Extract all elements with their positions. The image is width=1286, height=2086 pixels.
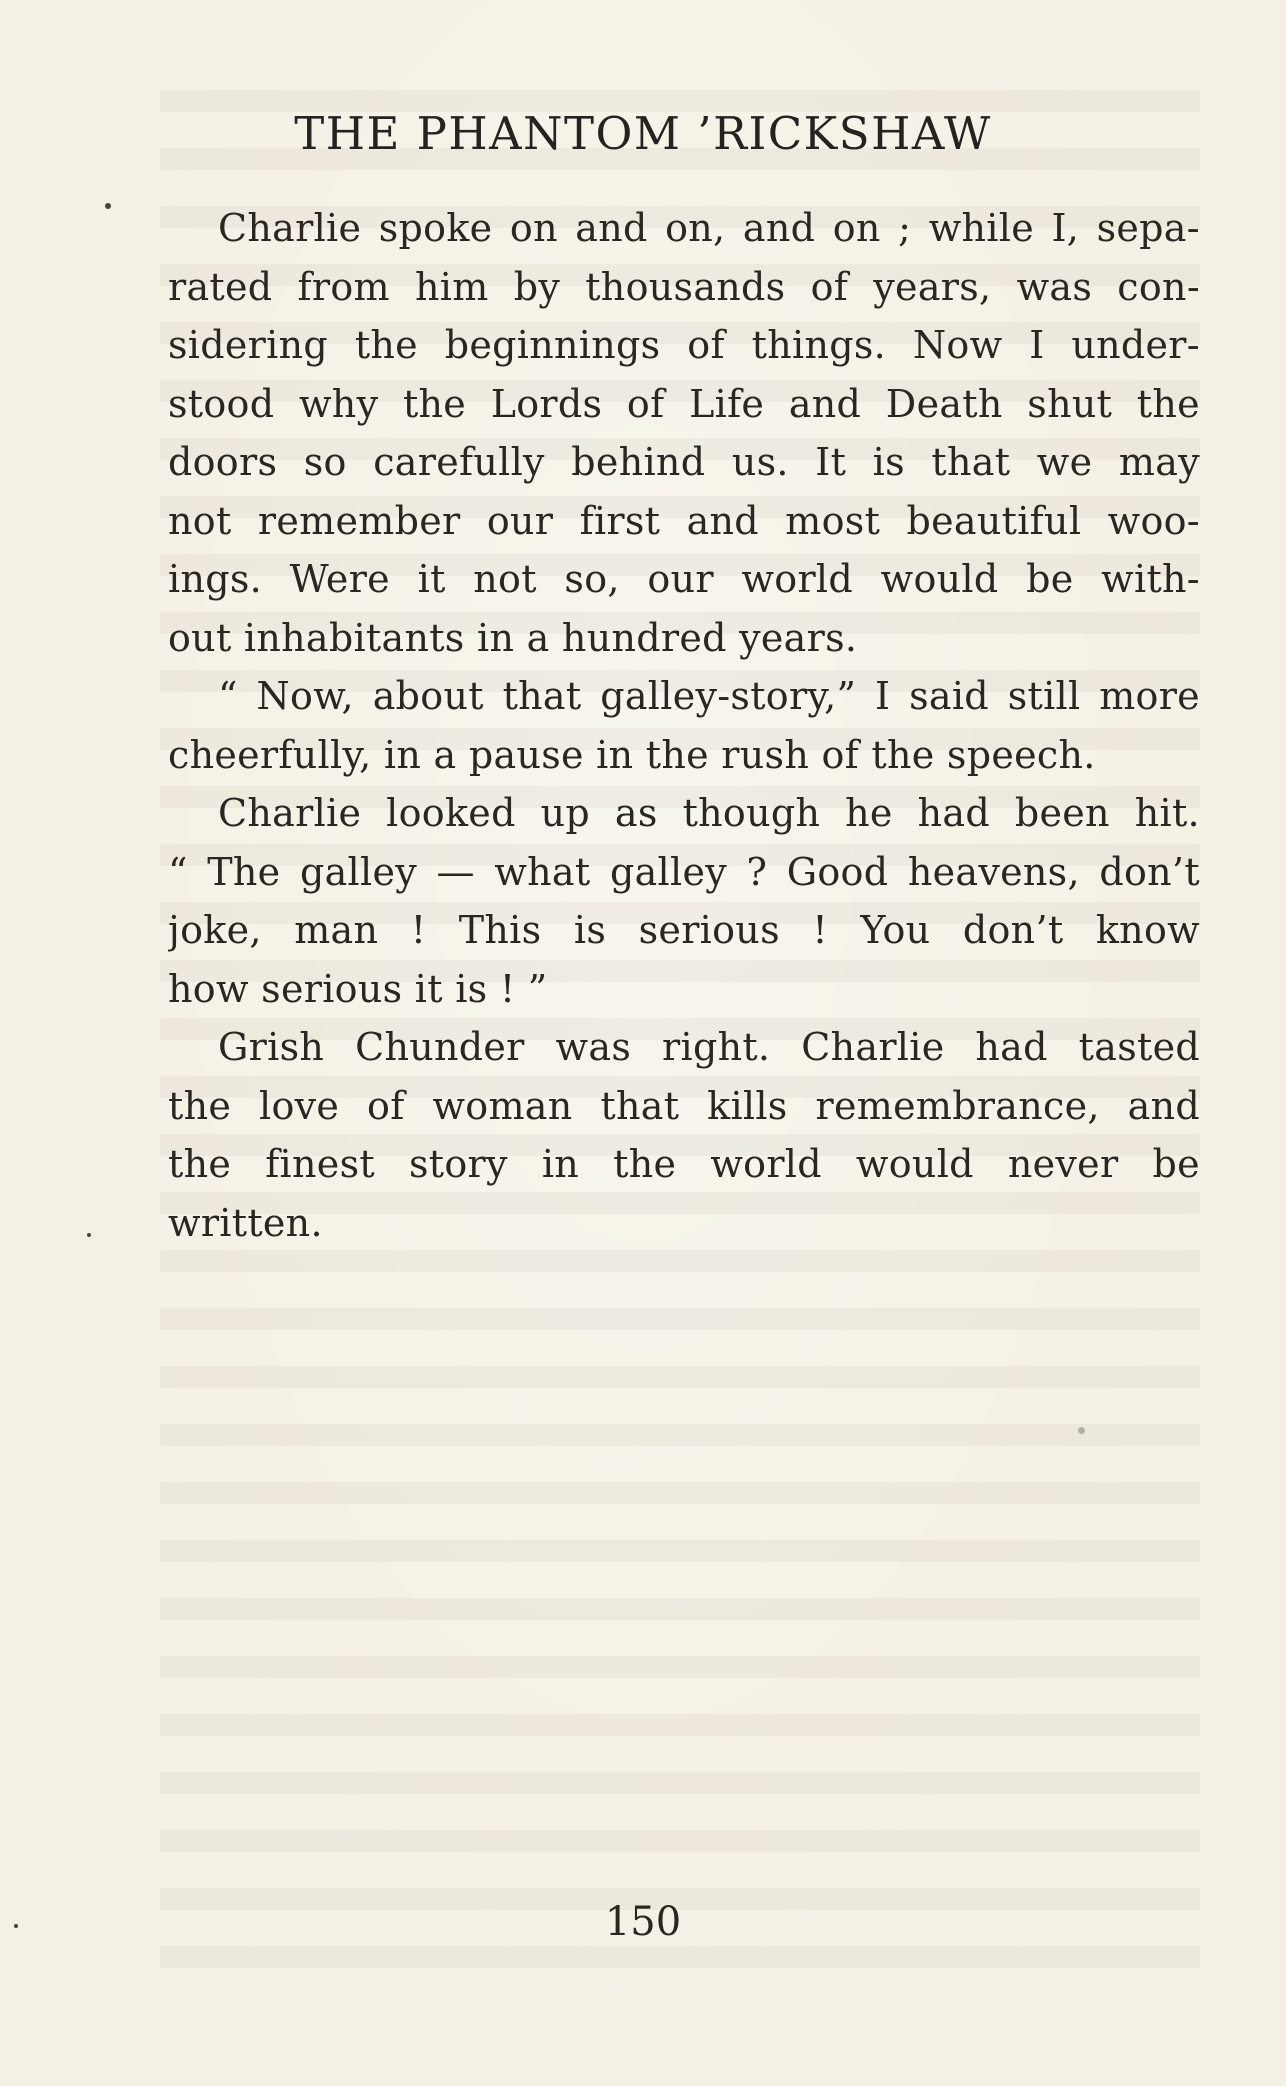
word: galley — [609, 849, 727, 894]
text-line — [168, 1018, 1200, 1077]
word: may — [1118, 440, 1200, 484]
text-line: out inhabitants in a hundred years. — [168, 615, 858, 660]
word: on, — [665, 206, 726, 250]
word: up — [540, 791, 591, 835]
word: still — [1007, 674, 1081, 718]
word: as — [614, 791, 658, 835]
word: in — [541, 1142, 580, 1186]
running-head: THE PHANTOM ’RICKSHAW — [294, 107, 992, 160]
word: the — [1136, 381, 1200, 426]
word: things. — [751, 323, 887, 367]
word: don’t — [962, 908, 1064, 952]
word: I — [1029, 323, 1045, 367]
text-line — [168, 258, 1200, 317]
word: is — [573, 908, 607, 952]
word: ings. — [168, 557, 263, 601]
word: ! — [812, 908, 828, 952]
word: that — [931, 440, 1011, 484]
word: sidering — [168, 323, 328, 367]
word: and — [575, 206, 648, 250]
word: the — [354, 323, 418, 367]
word: This — [458, 908, 542, 952]
word: ; — [898, 206, 912, 250]
page-number: 150 — [604, 1899, 682, 1945]
word: rated — [168, 264, 273, 309]
word: had — [917, 791, 990, 835]
word: most — [785, 498, 881, 543]
word: and — [788, 381, 862, 426]
text-line — [168, 1135, 1200, 1194]
word: we — [1036, 440, 1093, 484]
word: our — [647, 557, 714, 601]
word: — — [436, 849, 475, 894]
word: us. — [731, 440, 789, 484]
word: of — [687, 323, 725, 367]
word: had — [975, 1025, 1048, 1069]
word: Good — [786, 849, 889, 894]
word: kills — [707, 1083, 788, 1128]
word: so — [303, 440, 347, 484]
word: though — [682, 791, 821, 835]
word: Charlie — [218, 791, 362, 835]
word: carefully — [373, 440, 545, 484]
text-line — [168, 433, 1200, 492]
word: more — [1099, 674, 1200, 718]
word: Chunder — [355, 1025, 525, 1069]
word: You — [860, 908, 931, 952]
word: con- — [1117, 264, 1200, 309]
word: Death — [885, 381, 1003, 426]
word: “ — [218, 674, 238, 718]
word: under- — [1071, 323, 1200, 367]
word: beginnings — [444, 323, 661, 367]
word: been — [1014, 791, 1110, 835]
word: so, — [564, 557, 620, 601]
word: Lords — [490, 381, 603, 426]
word: thousands — [585, 264, 786, 309]
word: on — [832, 206, 881, 250]
word: doors — [168, 440, 278, 484]
word: our — [486, 498, 554, 543]
word: woo- — [1107, 498, 1200, 543]
word: the — [168, 1142, 232, 1186]
word: first — [579, 498, 661, 543]
word: the — [402, 381, 467, 426]
word: beautiful — [906, 498, 1082, 543]
word: tasted — [1078, 1025, 1200, 1069]
body-text — [168, 199, 1200, 1252]
word: Grish — [218, 1025, 325, 1069]
word: him — [415, 264, 489, 309]
word: about — [372, 674, 484, 718]
word: ! — [410, 908, 427, 952]
word: is — [872, 440, 905, 484]
word: world — [741, 557, 854, 601]
word: heavens, — [907, 849, 1080, 894]
text-line — [168, 199, 1200, 258]
word: Now, — [256, 674, 354, 718]
word: don’t — [1099, 849, 1200, 894]
word: right. — [662, 1025, 771, 1069]
word: the — [168, 1083, 232, 1128]
word: sepa- — [1096, 206, 1200, 250]
word: would — [855, 1142, 974, 1186]
word: he — [845, 791, 893, 835]
word: and — [686, 498, 759, 543]
text-line — [168, 667, 1200, 726]
word: know — [1095, 908, 1200, 952]
word: was — [1016, 264, 1093, 309]
word: ? — [746, 849, 768, 894]
word: stood — [168, 381, 275, 426]
text-line — [168, 1077, 1200, 1136]
word: would — [880, 557, 999, 601]
word: of — [626, 381, 665, 426]
word: “ — [168, 849, 188, 894]
word: that — [502, 674, 582, 718]
word: remembrance, — [815, 1083, 1100, 1128]
word: joke, — [168, 908, 262, 952]
word: the — [613, 1142, 677, 1186]
word: years, — [873, 264, 992, 309]
word: be — [1026, 557, 1074, 601]
word: The — [207, 849, 281, 894]
word: I, — [1051, 206, 1080, 250]
word: Charlie — [218, 206, 362, 250]
word: of — [810, 264, 849, 309]
word: serious — [638, 908, 780, 952]
word: remember — [257, 498, 461, 543]
word: finest — [265, 1142, 375, 1186]
text-line — [168, 316, 1200, 375]
word: woman — [432, 1083, 573, 1128]
word: shut — [1027, 381, 1113, 426]
word: was — [555, 1025, 632, 1069]
text-line — [168, 375, 1200, 434]
word: behind — [571, 440, 706, 484]
word: world — [710, 1142, 822, 1186]
word: from — [297, 264, 390, 309]
text-line — [168, 550, 1200, 609]
word: on — [509, 206, 558, 250]
text-line: how serious it is ! ” — [168, 966, 548, 1011]
word: that — [600, 1083, 680, 1128]
word: never — [1007, 1142, 1119, 1186]
word: and — [1127, 1083, 1200, 1128]
ink-speck — [14, 1924, 18, 1928]
word: of — [367, 1083, 405, 1128]
word: while — [928, 206, 1034, 250]
word: hit. — [1134, 791, 1200, 835]
word: Were — [289, 557, 390, 601]
word: said — [909, 674, 989, 718]
ink-speck — [87, 1233, 91, 1237]
word: I — [875, 674, 891, 718]
word: Charlie — [801, 1025, 945, 1069]
word: not — [168, 498, 232, 543]
text-line: cheerfully, in a pause in the rush of the speech. — [168, 732, 1096, 777]
word: why — [298, 381, 379, 426]
word: story — [409, 1142, 508, 1186]
word: man — [294, 908, 379, 952]
word: love — [259, 1083, 340, 1128]
text-line — [168, 901, 1200, 960]
word: galley — [299, 849, 417, 894]
word: spoke — [378, 206, 493, 250]
word: and — [742, 206, 816, 250]
word: by — [513, 264, 561, 309]
text-line — [168, 492, 1200, 551]
word: Now — [912, 323, 1003, 367]
word: what — [494, 849, 591, 894]
word: Life — [689, 381, 765, 426]
ink-speck — [105, 203, 111, 209]
word: be — [1152, 1142, 1200, 1186]
text-line: written. — [168, 1200, 323, 1245]
word: it — [417, 557, 446, 601]
word: with- — [1101, 557, 1200, 601]
word: looked — [386, 791, 516, 835]
text-line — [168, 784, 1200, 843]
ink-speck — [1078, 1427, 1085, 1434]
word: It — [815, 440, 847, 484]
text-line — [168, 843, 1200, 902]
word: galley-story,” — [600, 674, 857, 718]
word: not — [473, 557, 537, 601]
